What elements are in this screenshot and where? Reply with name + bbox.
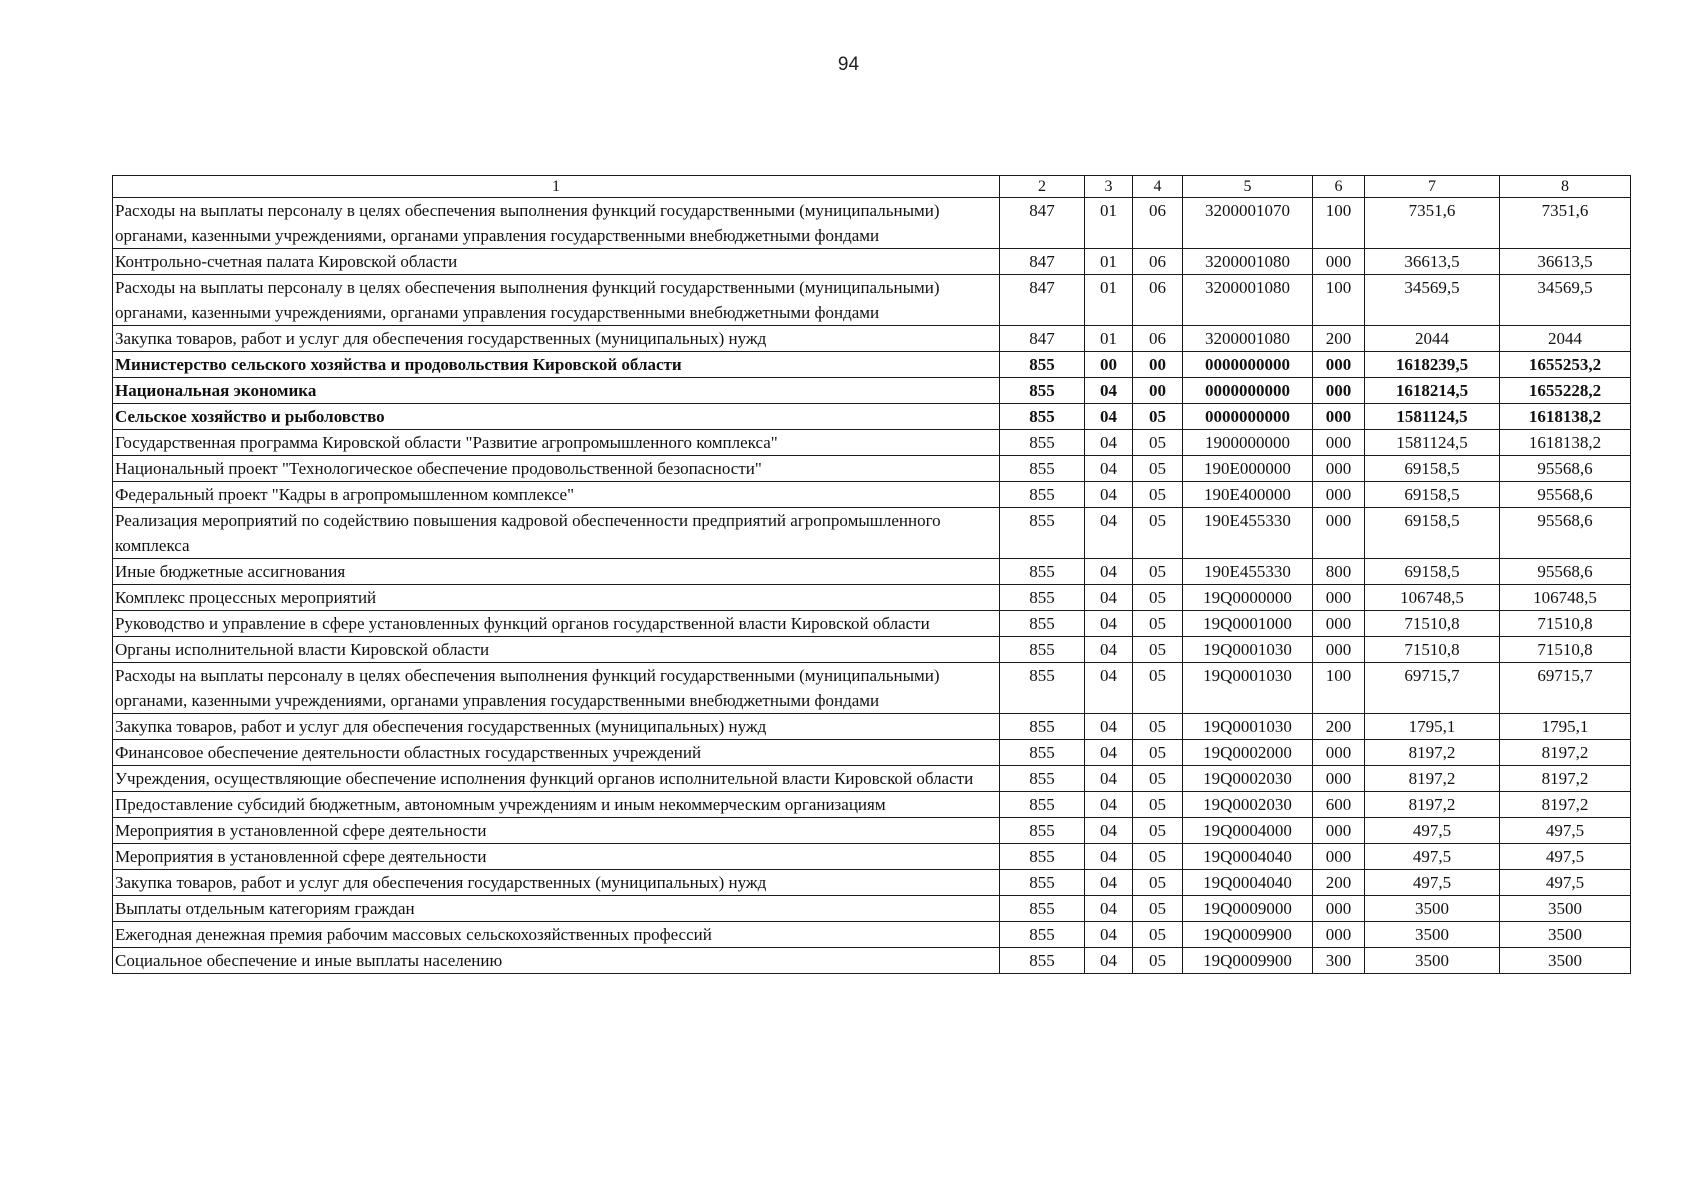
cell-admin-code: 855 [1000,766,1085,792]
cell-expense-type: 000 [1313,430,1365,456]
cell-amount-col7: 3500 [1365,896,1500,922]
table-row [113,714,1631,740]
cell-subsection: 05 [1133,792,1183,818]
cell-name: Учреждения, осуществляющие обеспечение исполнения функций органов исполнительной власти Кировской области [113,766,1000,792]
cell-amount-col7: 7351,6 [1365,198,1500,249]
cell-name: Руководство и управление в сфере установленных функций органов государственной власти Кировской области [113,611,1000,637]
cell-subsection: 00 [1133,352,1183,378]
cell-target-article: 19Q0001030 [1183,714,1313,740]
cell-amount-col7: 1795,1 [1365,714,1500,740]
cell-admin-code: 855 [1000,637,1085,663]
cell-subsection: 05 [1133,663,1183,714]
cell-expense-type: 300 [1313,948,1365,974]
table-row [113,456,1631,482]
cell-expense-type: 000 [1313,378,1365,404]
cell-amount-col7: 3500 [1365,922,1500,948]
cell-target-article: 190E400000 [1183,482,1313,508]
column-header-6: 6 [1313,176,1365,198]
table-row [113,326,1631,352]
page-number: 94 [837,54,860,75]
cell-name: Министерство сельского хозяйства и продовольствия Кировской области [113,352,1000,378]
cell-section: 04 [1085,378,1133,404]
cell-admin-code: 855 [1000,818,1085,844]
cell-expense-type: 100 [1313,663,1365,714]
cell-expense-type: 000 [1313,766,1365,792]
cell-amount-col7: 69158,5 [1365,482,1500,508]
table-row [113,948,1631,974]
cell-target-article: 19Q0000000 [1183,585,1313,611]
cell-name: Выплаты отдельным категориям граждан [113,896,1000,922]
cell-subsection: 05 [1133,430,1183,456]
table-body [113,198,1631,974]
cell-name: Реализация мероприятий по содействию повышения кадровой обеспеченности предприятий агропромышленного комплекса [113,508,1000,559]
cell-expense-type: 000 [1313,404,1365,430]
cell-subsection: 05 [1133,611,1183,637]
cell-amount-col7: 69715,7 [1365,663,1500,714]
cell-amount-col8: 8197,2 [1500,740,1631,766]
cell-subsection: 05 [1133,766,1183,792]
cell-amount-col7: 8197,2 [1365,766,1500,792]
cell-expense-type: 000 [1313,637,1365,663]
cell-target-article: 19Q0002000 [1183,740,1313,766]
cell-amount-col8: 3500 [1500,948,1631,974]
cell-admin-code: 847 [1000,326,1085,352]
cell-expense-type: 000 [1313,482,1365,508]
cell-amount-col8: 95568,6 [1500,508,1631,559]
cell-admin-code: 847 [1000,275,1085,326]
cell-section: 04 [1085,740,1133,766]
cell-subsection: 05 [1133,870,1183,896]
cell-subsection: 05 [1133,559,1183,585]
cell-admin-code: 855 [1000,740,1085,766]
column-header-8: 8 [1500,176,1631,198]
cell-expense-type: 000 [1313,585,1365,611]
table-row [113,766,1631,792]
cell-subsection: 05 [1133,896,1183,922]
table-row [113,508,1631,559]
cell-admin-code: 855 [1000,611,1085,637]
cell-amount-col8: 3500 [1500,896,1631,922]
table-row [113,637,1631,663]
cell-admin-code: 855 [1000,714,1085,740]
cell-section: 04 [1085,896,1133,922]
cell-amount-col8: 69715,7 [1500,663,1631,714]
cell-amount-col8: 71510,8 [1500,611,1631,637]
cell-name: Сельское хозяйство и рыболовство [113,404,1000,430]
cell-target-article: 19Q0002030 [1183,792,1313,818]
cell-subsection: 05 [1133,948,1183,974]
cell-amount-col8: 106748,5 [1500,585,1631,611]
cell-expense-type: 200 [1313,714,1365,740]
cell-section: 04 [1085,766,1133,792]
cell-subsection: 00 [1133,378,1183,404]
cell-amount-col8: 7351,6 [1500,198,1631,249]
cell-amount-col8: 8197,2 [1500,792,1631,818]
cell-subsection: 06 [1133,249,1183,275]
cell-subsection: 05 [1133,508,1183,559]
cell-expense-type: 000 [1313,844,1365,870]
cell-admin-code: 847 [1000,198,1085,249]
cell-amount-col8: 34569,5 [1500,275,1631,326]
column-header-5: 5 [1183,176,1313,198]
cell-admin-code: 855 [1000,844,1085,870]
table-row [113,249,1631,275]
cell-admin-code: 855 [1000,792,1085,818]
cell-amount-col7: 69158,5 [1365,508,1500,559]
cell-target-article: 190E000000 [1183,456,1313,482]
budget-table [112,175,1631,974]
cell-target-article: 19Q0004040 [1183,870,1313,896]
table-row [113,378,1631,404]
cell-amount-col7: 8197,2 [1365,740,1500,766]
cell-amount-col8: 2044 [1500,326,1631,352]
cell-target-article: 19Q0001030 [1183,637,1313,663]
cell-section: 04 [1085,637,1133,663]
cell-target-article: 19Q0009000 [1183,896,1313,922]
cell-name: Контрольно-счетная палата Кировской области [113,249,1000,275]
cell-amount-col8: 1618138,2 [1500,430,1631,456]
cell-expense-type: 000 [1313,456,1365,482]
cell-name: Закупка товаров, работ и услуг для обеспечения государственных (муниципальных) нужд [113,870,1000,896]
cell-expense-type: 000 [1313,740,1365,766]
table-row [113,792,1631,818]
cell-subsection: 06 [1133,326,1183,352]
cell-amount-col7: 69158,5 [1365,559,1500,585]
cell-name: Мероприятия в установленной сфере деятельности [113,818,1000,844]
cell-section: 00 [1085,352,1133,378]
cell-amount-col8: 36613,5 [1500,249,1631,275]
cell-section: 01 [1085,198,1133,249]
cell-subsection: 05 [1133,714,1183,740]
cell-amount-col7: 106748,5 [1365,585,1500,611]
cell-target-article: 19Q0001030 [1183,663,1313,714]
cell-amount-col8: 95568,6 [1500,482,1631,508]
cell-expense-type: 000 [1313,922,1365,948]
column-header-4: 4 [1133,176,1183,198]
table-row [113,870,1631,896]
cell-admin-code: 855 [1000,559,1085,585]
cell-amount-col8: 1655253,2 [1500,352,1631,378]
cell-section: 04 [1085,430,1133,456]
cell-name: Расходы на выплаты персоналу в целях обеспечения выполнения функций государственными (муниципальными) органами, казенными учреждениями, органами управления государственными внебюджетными фондами [113,198,1000,249]
cell-subsection: 06 [1133,275,1183,326]
table-row [113,585,1631,611]
cell-name: Органы исполнительной власти Кировской области [113,637,1000,663]
cell-section: 04 [1085,404,1133,430]
cell-section: 01 [1085,275,1133,326]
cell-section: 04 [1085,922,1133,948]
cell-amount-col8: 497,5 [1500,870,1631,896]
cell-admin-code: 855 [1000,922,1085,948]
cell-subsection: 05 [1133,844,1183,870]
cell-amount-col8: 95568,6 [1500,456,1631,482]
cell-section: 04 [1085,948,1133,974]
cell-name: Предоставление субсидий бюджетным, автономным учреждениям и иным некоммерческим организациям [113,792,1000,818]
cell-expense-type: 000 [1313,249,1365,275]
cell-amount-col7: 497,5 [1365,870,1500,896]
cell-subsection: 05 [1133,818,1183,844]
cell-section: 04 [1085,585,1133,611]
cell-expense-type: 000 [1313,611,1365,637]
cell-amount-col7: 34569,5 [1365,275,1500,326]
cell-admin-code: 855 [1000,482,1085,508]
table-row [113,430,1631,456]
cell-name: Комплекс процессных мероприятий [113,585,1000,611]
table-row [113,482,1631,508]
cell-section: 04 [1085,844,1133,870]
table-row [113,922,1631,948]
cell-name: Расходы на выплаты персоналу в целях обеспечения выполнения функций государственными (муниципальными) органами, казенными учреждениями, органами управления государственными внебюджетными фондами [113,275,1000,326]
cell-amount-col8: 1618138,2 [1500,404,1631,430]
table-header [113,176,1631,198]
cell-admin-code: 855 [1000,508,1085,559]
cell-target-article: 0000000000 [1183,378,1313,404]
column-header-7: 7 [1365,176,1500,198]
cell-target-article: 19Q0009900 [1183,922,1313,948]
cell-amount-col7: 2044 [1365,326,1500,352]
cell-section: 01 [1085,249,1133,275]
cell-name: Ежегодная денежная премия рабочим массовых сельскохозяйственных профессий [113,922,1000,948]
cell-target-article: 190E455330 [1183,508,1313,559]
cell-amount-col8: 8197,2 [1500,766,1631,792]
cell-amount-col7: 69158,5 [1365,456,1500,482]
cell-target-article: 0000000000 [1183,352,1313,378]
cell-name: Социальное обеспечение и иные выплаты населению [113,948,1000,974]
cell-target-article: 1900000000 [1183,430,1313,456]
cell-section: 04 [1085,818,1133,844]
cell-subsection: 05 [1133,922,1183,948]
cell-amount-col7: 497,5 [1365,844,1500,870]
cell-admin-code: 855 [1000,870,1085,896]
cell-admin-code: 855 [1000,378,1085,404]
column-header-1: 1 [113,176,1000,198]
cell-amount-col7: 71510,8 [1365,637,1500,663]
cell-expense-type: 200 [1313,870,1365,896]
cell-amount-col7: 1581124,5 [1365,430,1500,456]
cell-section: 04 [1085,870,1133,896]
cell-subsection: 05 [1133,637,1183,663]
cell-subsection: 05 [1133,456,1183,482]
table-row [113,352,1631,378]
cell-target-article: 19Q0002030 [1183,766,1313,792]
cell-section: 04 [1085,792,1133,818]
cell-amount-col8: 1655228,2 [1500,378,1631,404]
cell-name: Закупка товаров, работ и услуг для обеспечения государственных (муниципальных) нужд [113,714,1000,740]
cell-amount-col7: 1581124,5 [1365,404,1500,430]
table-row [113,275,1631,326]
cell-section: 01 [1085,326,1133,352]
cell-expense-type: 000 [1313,352,1365,378]
cell-name: Национальная экономика [113,378,1000,404]
cell-name: Финансовое обеспечение деятельности областных государственных учреждений [113,740,1000,766]
cell-section: 04 [1085,714,1133,740]
table-row [113,559,1631,585]
cell-expense-type: 200 [1313,326,1365,352]
cell-amount-col7: 3500 [1365,948,1500,974]
column-header-3: 3 [1085,176,1133,198]
cell-subsection: 05 [1133,740,1183,766]
cell-target-article: 19Q0009900 [1183,948,1313,974]
table-row [113,896,1631,922]
cell-expense-type: 000 [1313,508,1365,559]
cell-section: 04 [1085,611,1133,637]
cell-admin-code: 855 [1000,663,1085,714]
cell-subsection: 05 [1133,482,1183,508]
cell-name: Мероприятия в установленной сфере деятельности [113,844,1000,870]
cell-name: Государственная программа Кировской области "Развитие агропромышленного комплекса" [113,430,1000,456]
cell-admin-code: 855 [1000,456,1085,482]
cell-section: 04 [1085,508,1133,559]
cell-admin-code: 855 [1000,585,1085,611]
cell-expense-type: 600 [1313,792,1365,818]
cell-admin-code: 855 [1000,352,1085,378]
cell-amount-col7: 1618239,5 [1365,352,1500,378]
cell-amount-col7: 8197,2 [1365,792,1500,818]
cell-target-article: 3200001080 [1183,326,1313,352]
table-row [113,198,1631,249]
cell-target-article: 19Q0004000 [1183,818,1313,844]
cell-name: Иные бюджетные ассигнования [113,559,1000,585]
cell-subsection: 05 [1133,585,1183,611]
cell-name: Федеральный проект "Кадры в агропромышленном комплексе" [113,482,1000,508]
cell-amount-col8: 95568,6 [1500,559,1631,585]
cell-target-article: 0000000000 [1183,404,1313,430]
cell-admin-code: 847 [1000,249,1085,275]
cell-target-article: 3200001080 [1183,249,1313,275]
cell-amount-col8: 3500 [1500,922,1631,948]
cell-amount-col7: 36613,5 [1365,249,1500,275]
table-row [113,663,1631,714]
cell-admin-code: 855 [1000,404,1085,430]
cell-amount-col8: 497,5 [1500,844,1631,870]
cell-amount-col8: 71510,8 [1500,637,1631,663]
cell-admin-code: 855 [1000,896,1085,922]
cell-section: 04 [1085,559,1133,585]
cell-name: Расходы на выплаты персоналу в целях обеспечения выполнения функций государственными (муниципальными) органами, казенными учреждениями, органами управления государственными внебюджетными фондами [113,663,1000,714]
cell-expense-type: 100 [1313,275,1365,326]
table-row [113,404,1631,430]
cell-target-article: 190E455330 [1183,559,1313,585]
cell-target-article: 19Q0004040 [1183,844,1313,870]
cell-section: 04 [1085,663,1133,714]
table-row [113,611,1631,637]
cell-admin-code: 855 [1000,948,1085,974]
cell-expense-type: 800 [1313,559,1365,585]
cell-target-article: 3200001070 [1183,198,1313,249]
cell-amount-col8: 1795,1 [1500,714,1631,740]
cell-expense-type: 000 [1313,896,1365,922]
cell-name: Национальный проект "Технологическое обеспечение продовольственной безопасности" [113,456,1000,482]
cell-amount-col7: 497,5 [1365,818,1500,844]
cell-amount-col7: 71510,8 [1365,611,1500,637]
cell-subsection: 06 [1133,198,1183,249]
cell-amount-col8: 497,5 [1500,818,1631,844]
cell-section: 04 [1085,482,1133,508]
table-row [113,844,1631,870]
cell-subsection: 05 [1133,404,1183,430]
column-header-2: 2 [1000,176,1085,198]
header-row [113,176,1631,198]
cell-admin-code: 855 [1000,430,1085,456]
cell-section: 04 [1085,456,1133,482]
cell-expense-type: 000 [1313,818,1365,844]
cell-expense-type: 100 [1313,198,1365,249]
cell-name: Закупка товаров, работ и услуг для обеспечения государственных (муниципальных) нужд [113,326,1000,352]
table-row [113,740,1631,766]
cell-target-article: 3200001080 [1183,275,1313,326]
cell-amount-col7: 1618214,5 [1365,378,1500,404]
cell-target-article: 19Q0001000 [1183,611,1313,637]
table-row [113,818,1631,844]
